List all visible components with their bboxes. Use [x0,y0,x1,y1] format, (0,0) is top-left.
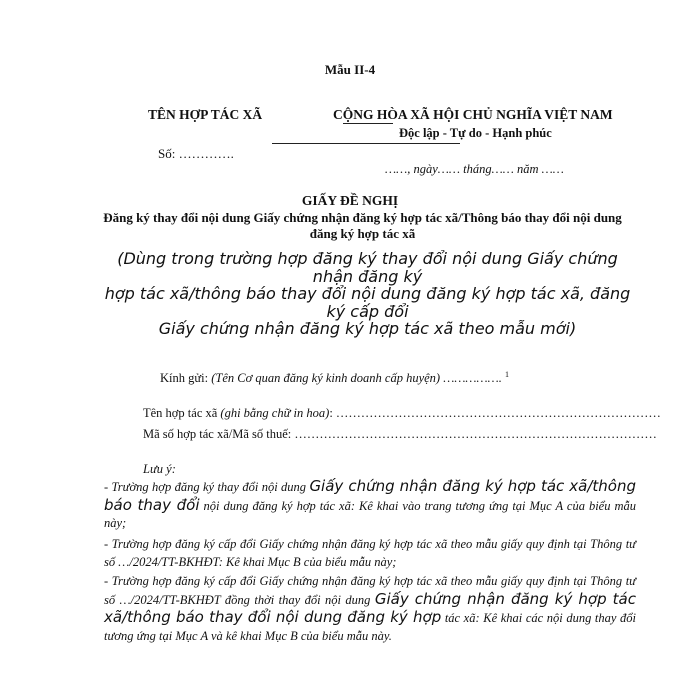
document-title: GIẤY ĐỀ NGHỊ [301,193,399,208]
field-hint: (ghi bằng chữ in hoa) [220,406,330,420]
form-code: Mẫu II-4 [324,62,376,77]
date-line: ……, ngày…… tháng…… năm …… [385,162,564,176]
national-motto: Độc lập - Tự do - Hạnh phúc [399,126,552,140]
divider-short [343,123,393,124]
field-fill: …………………………………………………………………………… [291,427,657,441]
note-text: - Trường hợp đăng ký thay đổi nội dung [104,480,310,494]
recipient-value: (Tên Cơ quan đăng ký kinh doanh cấp huyện) ……………. [211,371,502,386]
coop-name-field [143,406,661,421]
note-text: - Trường hợp đăng ký cấp đổi Giấy chứng nhận đăng ký hợp tác xã theo mẫu giấy quy định tại Thông tư số …/2024/TT-BKHĐT: Kê khai Mục B của biểu mẫu này; [104,537,636,569]
notes-label: Lưu ý: [143,462,176,476]
note-text: - Trường hợp đăng ký cấp đổi Giấy chứng nhận đăng ký hợp tác xã theo mẫu giấy quy định tại Thông tư số …/2024/TT-BKHĐT đồng thời thay đổi nội dung [104,574,636,607]
note-item [104,536,636,571]
usage-line: hợp tác xã/thông báo thay đổi nội dung đăng ký hợp tác xã, đăng ký cấp đổi [104,284,631,321]
divider-motto [272,143,460,144]
usage-note [95,250,640,338]
footnote-marker: 1 [505,370,510,379]
recipient-label: Kính gửi: [160,371,209,386]
republic-heading: CỘNG HÒA XÃ HỘI CHỦ NGHĨA VIỆT NAM [333,107,613,122]
note-text-emphasis: Giấy chứng nhận đăng ký hợp tác xã/thông báo thay đổi [104,477,636,514]
field-label: Mã số hợp tác xã/Mã số thuế: [143,427,292,441]
note-item [104,478,636,533]
usage-line: Giấy chứng nhận đăng ký hợp tác xã theo mẫu mới) [158,319,577,338]
usage-line: (Dùng trong trường hợp đăng ký thay đổi nội dung Giấy chứng nhận đăng ký [117,249,618,286]
field-fill: : …………………………………………………………………… [329,406,661,420]
document-number: Số: …………. [158,146,234,161]
note-text-emphasis: Giấy chứng nhận đăng ký hợp tác xã/thông báo thay đổi nội dung đăng ký hợp [104,589,636,626]
coop-name-label: TÊN HỢP TÁC XÃ [148,107,263,122]
note-text: nội dung đăng ký hợp tác xã: Kê khai vào trang tương ứng tại Mục A của biểu mẫu này; [104,498,637,530]
coop-code-field [143,427,657,442]
recipient-line [160,370,509,386]
note-item [104,573,636,645]
note-text: tác xã: Kê khai các nội dung thay đổi tương ứng tại Mục A và kê khai Mục B của biểu mẫu này. [104,611,637,643]
field-label: Tên hợp tác xã [143,406,218,420]
document-subtitle: Đăng ký thay đổi nội dung Giấy chứng nhận đăng ký hợp tác xã/Thông báo thay đổi nội dung đăng ký hợp tác xã [103,210,622,241]
